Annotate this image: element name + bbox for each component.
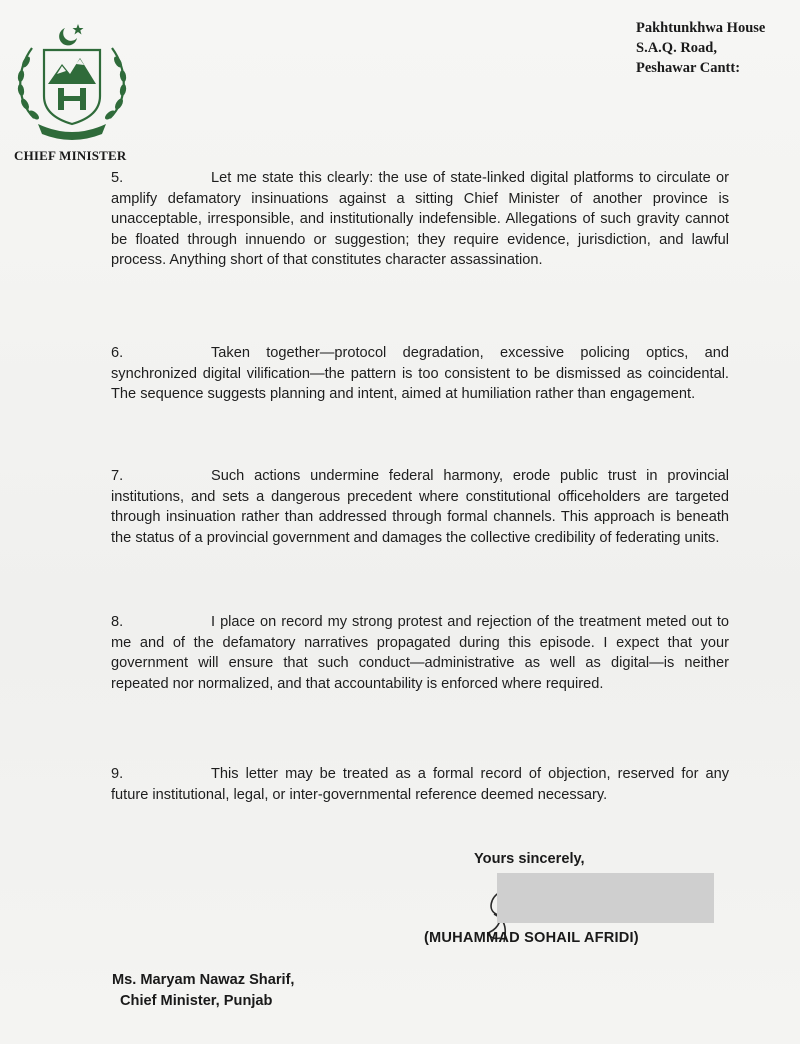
- sender-address: [636, 18, 765, 78]
- office-label: CHIEF MINISTER: [14, 148, 127, 163]
- redaction-box: [497, 873, 714, 923]
- paragraph-number: 5.: [111, 170, 124, 186]
- paragraph-8: [111, 612, 729, 694]
- paragraph-5: [111, 168, 729, 271]
- paragraph-6: [111, 343, 729, 405]
- paragraph-text: I place on record my strong protest and rejection of the treatment meted out to me and of the defamatory narratives propagated during this episode. I expect that your government will ensure that such conduct—administrative as well as digital—is neither repeated nor normalized, and that accountability is enforced where required.: [111, 614, 729, 692]
- paragraph-number: 9.: [111, 766, 124, 782]
- address-line: Peshawar Cantt:: [636, 60, 741, 76]
- recipient-title: Chief Minister, Punjab: [120, 993, 273, 1009]
- address-line: S.A.Q. Road,: [636, 40, 717, 56]
- paragraph-text: Let me state this clearly: the use of state-linked digital platforms to circulate or amplify defamatory insinuations against a sitting Chief Minister of another province is unacceptable, irresponsible, and institutionally indefensible. Allegations of such gravity cannot be floated through innuendo or suggestion; they require evidence, jurisdiction, and lawful process. Anything short of that constitutes character assassination.: [111, 170, 729, 269]
- signer-name: (MUHAMMAD SOHAIL AFRIDI): [424, 930, 639, 946]
- government-emblem-icon: [12, 18, 132, 143]
- paragraph-number: 6.: [111, 345, 124, 361]
- recipient-block: [112, 970, 295, 1012]
- paragraph-7: [111, 466, 729, 548]
- paragraph-text: This letter may be treated as a formal record of objection, reserved for any future institutional, legal, or inter-governmental reference deemed necessary.: [111, 766, 729, 803]
- paragraph-text: Taken together—protocol degradation, excessive policing optics, and synchronized digital vilification—the pattern is too consistent to be dismissed as coincidental. The sequence suggests planning and intent, aimed at humiliation rather than engagement.: [111, 345, 729, 403]
- paragraph-text: Such actions undermine federal harmony, erode public trust in provincial institutions, and sets a dangerous precedent where constitutional officeholders are targeted through insinuation rather than addressed through formal channels. This approach is beneath the status of a provincial government and damages the collective credibility of federating units.: [111, 468, 729, 546]
- closing-salutation: Yours sincerely,: [474, 851, 585, 867]
- paragraph-number: 7.: [111, 468, 124, 484]
- address-line: Pakhtunkhwa House: [636, 20, 766, 36]
- paragraph-9: [111, 764, 729, 805]
- recipient-name: Ms. Maryam Nawaz Sharif,: [112, 972, 295, 988]
- paragraph-number: 8.: [111, 614, 124, 630]
